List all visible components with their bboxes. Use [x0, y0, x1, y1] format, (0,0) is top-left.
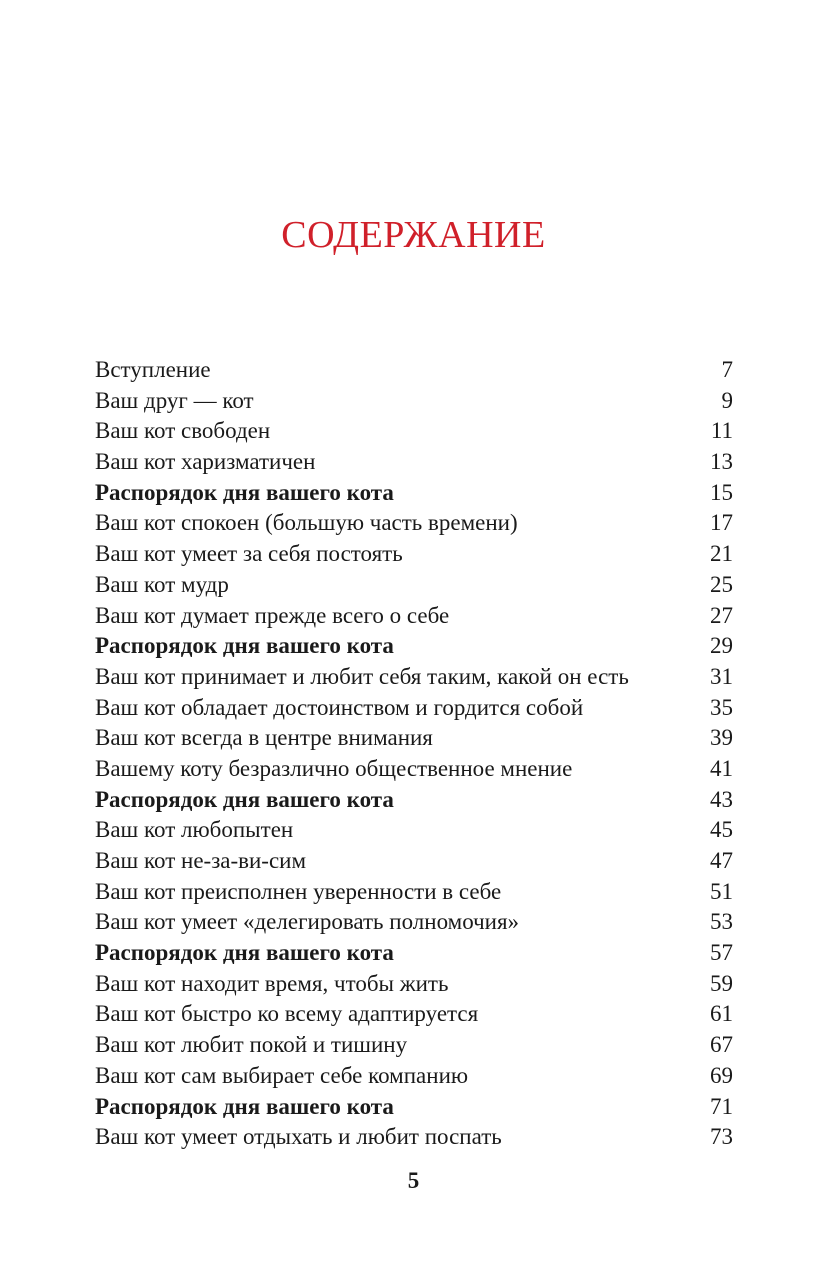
- toc-entry-title: Ваш кот думает прежде всего о себе: [95, 602, 450, 628]
- toc-entry-page: 9: [721, 387, 733, 413]
- toc-entry-title: Ваш кот преисполнен уверенности в себе: [95, 878, 502, 904]
- page-number: 5: [407, 1168, 420, 1193]
- toc-entry-title: Ваш кот спокоен (большую часть времени): [95, 510, 518, 536]
- toc-entry: [95, 1122, 733, 1153]
- toc-entry: [95, 907, 733, 938]
- toc-entry: [95, 447, 733, 478]
- toc-entry-page: 69: [710, 1062, 733, 1088]
- toc-entry-title: Распорядок дня вашего кота: [95, 1093, 394, 1119]
- toc-entry-title: Ваш кот быстро ко всему адаптируется: [95, 1001, 479, 1027]
- toc-entry-title: Ваш кот умеет за себя постоять: [95, 541, 403, 567]
- toc-entry: [95, 877, 733, 908]
- toc-entry-title: Ваш кот харизматичен: [95, 449, 316, 475]
- toc-entry-title: Ваш кот любопытен: [95, 817, 294, 843]
- toc-entry: [95, 754, 733, 785]
- toc-entry-title: Вашему коту безразлично общественное мнение: [95, 755, 573, 781]
- toc-entry-page: 27: [710, 602, 733, 628]
- toc-entry-title: Ваш друг — кот: [95, 387, 254, 413]
- toc-entry: [95, 938, 733, 969]
- toc-entry-title: Ваш кот свободен: [95, 418, 271, 444]
- toc-entry-page: 73: [710, 1124, 733, 1150]
- toc-entry-title: Ваш кот умеет отдыхать и любит поспать: [95, 1124, 502, 1150]
- table-of-contents: [95, 355, 733, 1153]
- toc-entry: [95, 386, 733, 417]
- toc-entry-title: Распорядок дня вашего кота: [95, 940, 394, 966]
- toc-entry: [95, 539, 733, 570]
- toc-entry-title: Ваш кот обладает достоинством и гордится собой: [95, 694, 584, 720]
- toc-entry-page: 11: [710, 418, 733, 444]
- toc-entry: [95, 478, 733, 509]
- toc-entry-page: 51: [710, 878, 733, 904]
- toc-entry-page: 41: [710, 755, 733, 781]
- toc-entry-title: Ваш кот находит время, чтобы жить: [95, 970, 449, 996]
- toc-entry-page: 21: [710, 541, 733, 567]
- toc-entry-title: Распорядок дня вашего кота: [95, 479, 394, 505]
- toc-entry-page: 47: [710, 848, 733, 873]
- toc-entry: [95, 1030, 733, 1061]
- toc-entry-page: 43: [710, 786, 733, 812]
- toc-entry-page: 67: [710, 1032, 733, 1058]
- toc-entry-title: Вступление: [95, 357, 211, 382]
- toc-entry: [95, 601, 733, 632]
- toc-entry: [95, 785, 733, 816]
- toc-entry-page: 35: [710, 694, 733, 720]
- toc-entry: [95, 693, 733, 724]
- toc-entry-page: 45: [710, 817, 733, 843]
- toc-entry-page: 17: [710, 510, 733, 536]
- toc-entry-title: Ваш кот всегда в центре внимания: [95, 725, 433, 751]
- toc-entry-title: Ваш кот умеет «делегировать полномочия»: [95, 909, 520, 935]
- toc-entry: [95, 969, 733, 1000]
- toc-entry-page: 31: [710, 663, 733, 689]
- toc-entry-page: 15: [710, 479, 733, 505]
- toc-entry: [95, 723, 733, 754]
- toc-entry-page: 61: [710, 1001, 733, 1027]
- toc-entry: [95, 999, 733, 1030]
- toc-entry-page: 39: [710, 725, 733, 751]
- toc-entry-title: Ваш кот принимает и любит себя таким, какой он есть: [95, 663, 629, 689]
- toc-entry: [95, 662, 733, 693]
- toc-entry-page: 57: [710, 940, 733, 966]
- toc-entry: [95, 355, 733, 386]
- toc-entry-page: 13: [710, 449, 733, 475]
- toc-entry-page: 25: [710, 571, 733, 597]
- toc-entry: [95, 846, 733, 877]
- toc-entry: [95, 631, 733, 662]
- page-title: СОДЕРЖАНИЕ: [281, 214, 546, 256]
- toc-entry-title: Ваш кот не-за-ви-сим: [95, 848, 307, 873]
- toc-entry: [95, 1061, 733, 1092]
- toc-entry-title: Ваш кот сам выбирает себе компанию: [95, 1062, 469, 1088]
- toc-entry-page: 7: [721, 357, 733, 382]
- toc-entry: [95, 570, 733, 601]
- toc-entry: [95, 508, 733, 539]
- toc-entry-title: Ваш кот любит покой и тишину: [95, 1032, 408, 1058]
- toc-entry: [95, 815, 733, 846]
- toc-entry: [95, 416, 733, 447]
- toc-entry-title: Ваш кот мудр: [95, 571, 229, 597]
- toc-entry-title: Распорядок дня вашего кота: [95, 633, 394, 659]
- toc-entry-page: 59: [710, 970, 733, 996]
- toc-entry-title: Распорядок дня вашего кота: [95, 786, 394, 812]
- toc-entry-page: 53: [710, 909, 733, 935]
- toc-entry-page: 71: [710, 1093, 733, 1119]
- toc-entry: [95, 1092, 733, 1123]
- toc-entry-page: 29: [710, 633, 733, 659]
